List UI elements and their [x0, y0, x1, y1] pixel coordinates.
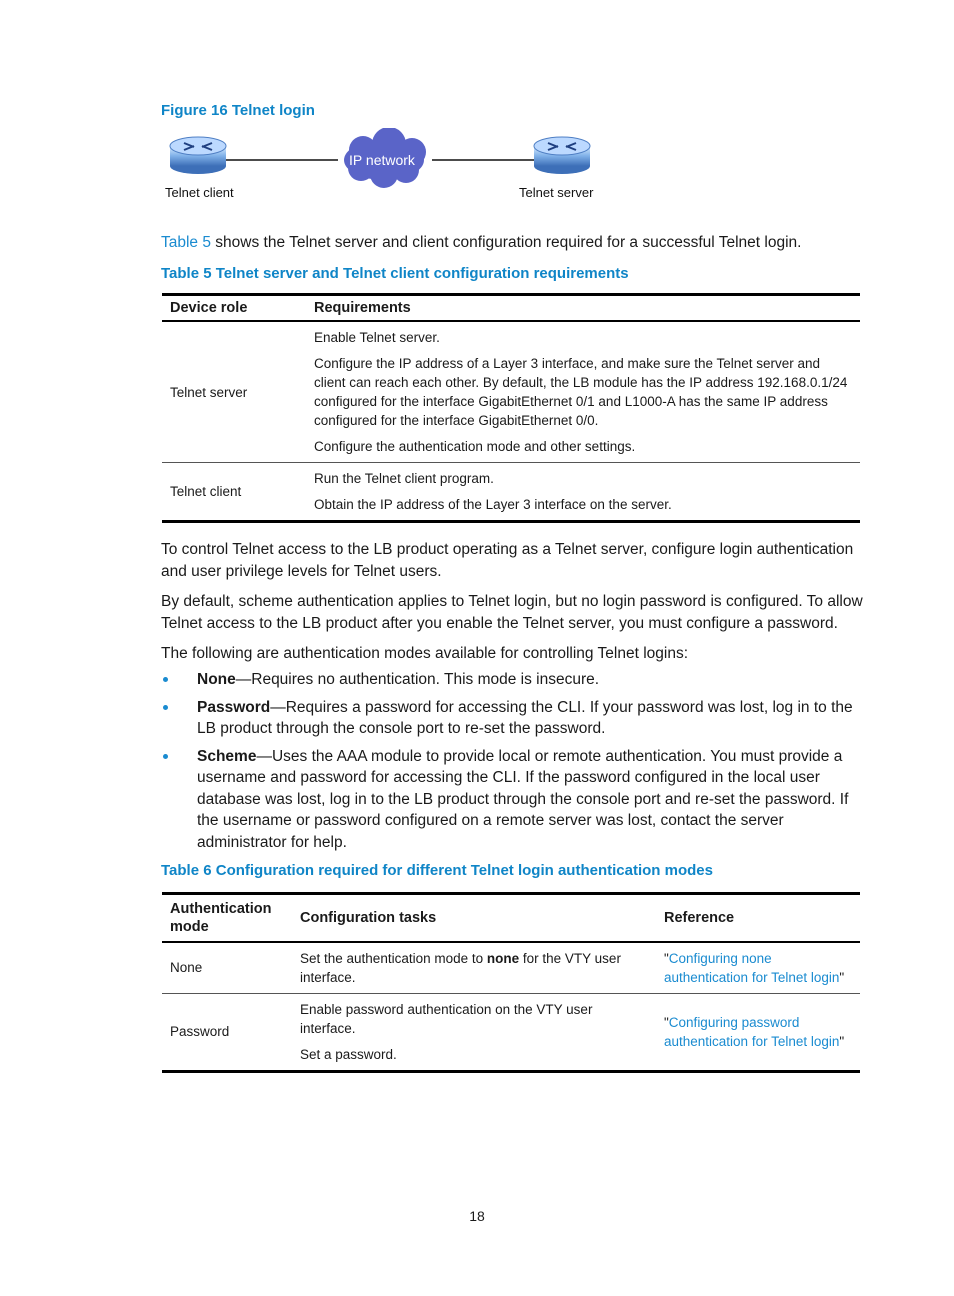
page-number: 18 — [469, 1208, 485, 1224]
paragraph-modes-intro: The following are authentication modes available for controlling Telnet logins: — [161, 645, 689, 662]
paragraph-default-auth: By default, scheme authentication applies to Telnet login, but no login password is configured. To allow Telnet access to the LB product after you enable the Telnet server, you must configure a password. — [161, 593, 863, 632]
router-icon-server — [534, 137, 590, 174]
auth-mode-cell: None — [170, 960, 203, 975]
router-icon-client — [170, 137, 226, 174]
server-label: Telnet server — [519, 185, 594, 200]
table5 — [162, 293, 860, 523]
password-auth-link[interactable]: Configuring password authentication for Telnet login — [664, 1014, 840, 1049]
intro-paragraph: Table 5 shows the Telnet server and client configuration required for a successful Telnet login. — [161, 234, 802, 251]
table-row — [162, 942, 860, 994]
list-item: Scheme—Uses the AAA module to provide local or remote authentication. You must provide a username and password for accessing the CLI. If the password configured in the local user database was lost, log in to the LB product through the console port and re-set the password. If the username or password configured on a remote server was lost, contact the server administrator for help. — [161, 746, 865, 854]
table6-caption: Table 6 Configuration required for different Telnet login authentication modes — [161, 862, 713, 879]
paragraph-access-control: To control Telnet access to the LB product operating as a Telnet server, configure login authentication and user privilege levels for Telnet users. — [161, 541, 854, 580]
requirements-cell: Run the Telnet client program. Obtain the IP address of the Layer 3 interface on the server. — [314, 471, 672, 512]
table5-caption: Table 5 Telnet server and Telnet client configuration requirements — [161, 265, 629, 282]
list-item: None—Requires no authentication. This mode is insecure. — [161, 669, 865, 691]
requirements-cell: Enable Telnet server. Configure the IP address of a Layer 3 interface, and make sure the Telnet server and client can reach each other. By default, the LB module has the IP address 192.168.0.1/24 configured for the interface GigabitEthernet 0/1 and L1000-A has the same IP address configured for the interface GigabitEthernet 0/0. Configure the authentication mode and other settings. — [314, 330, 848, 454]
network-label: IP network — [349, 152, 415, 168]
table-header-row — [162, 295, 860, 322]
table-row — [162, 321, 860, 463]
list-item: Password—Requires a password for accessing the CLI. If your password was lost, log in to the LB product through the console port to re-set the password. — [161, 697, 865, 740]
header-config-tasks: Configuration tasks — [300, 909, 437, 926]
ip-network-cloud-icon — [344, 128, 426, 188]
none-auth-link[interactable]: Configuring none authentication for Telnet login — [664, 950, 840, 985]
auth-mode-cell: Password — [170, 1024, 230, 1039]
header-reference: Reference — [664, 909, 735, 926]
table6 — [162, 892, 860, 1073]
bullet-icon — [163, 677, 168, 682]
table-header-row — [162, 894, 860, 942]
device-role-cell: Telnet client — [170, 484, 242, 499]
reference-cell: "Configuring none authentication for Telnet login" — [664, 950, 845, 985]
auth-mode-list — [161, 669, 865, 859]
bullet-icon — [163, 754, 168, 759]
figure-caption: Figure 16 Telnet login — [161, 102, 315, 119]
header-auth-mode: Authentication mode — [170, 900, 272, 935]
telnet-login-diagram — [160, 128, 620, 204]
header-device-role: Device role — [170, 300, 248, 316]
table5-ref-link[interactable]: Table 5 — [161, 234, 211, 251]
table-row — [162, 463, 860, 522]
device-role-cell: Telnet server — [170, 384, 248, 400]
header-requirements: Requirements — [314, 300, 411, 316]
client-label: Telnet client — [165, 185, 234, 200]
config-task-cell: Enable password authentication on the VTY user interface. Set a password. — [300, 1001, 593, 1062]
bullet-icon — [163, 705, 168, 710]
table-row — [162, 993, 860, 1071]
reference-cell: "Configuring password authentication for Telnet login" — [664, 1014, 845, 1049]
config-task-cell: Set the authentication mode to none for the VTY user interface. — [300, 950, 621, 985]
